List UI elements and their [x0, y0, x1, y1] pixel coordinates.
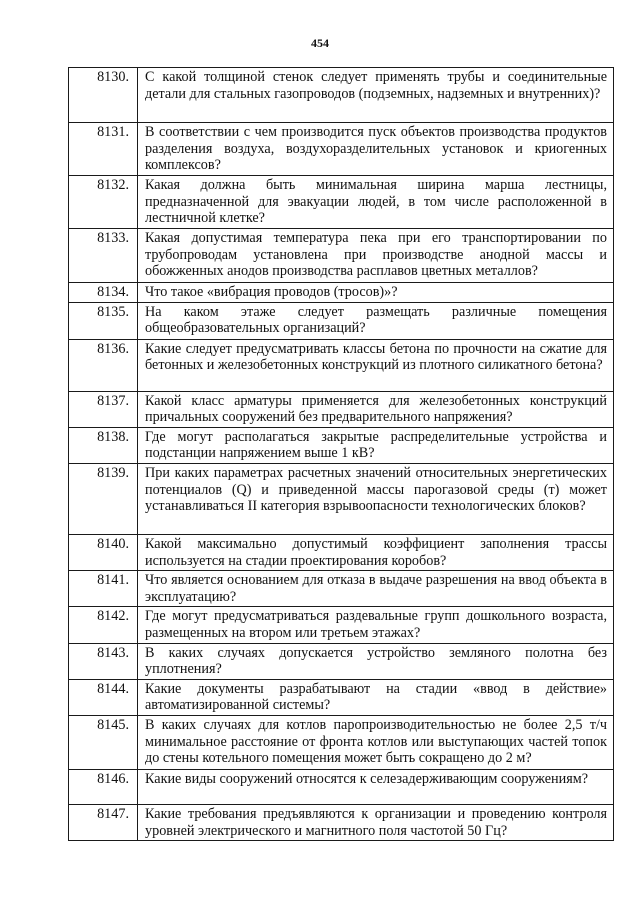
table-row — [69, 283, 614, 303]
page-number: 454 — [311, 36, 329, 50]
questions-table — [68, 67, 614, 841]
question-number: 8144. — [69, 679, 138, 715]
question-number: 8139. — [69, 463, 138, 534]
question-text: Какие требования предъявляются к организации и проведению контроля уровней электрического и магнитного поля частотой 50 Гц? — [138, 804, 614, 840]
question-number: 8137. — [69, 391, 138, 427]
question-number: 8134. — [69, 283, 138, 303]
question-text: В соответствии с чем производится пуск объектов производства продуктов разделения воздуха, воздухоразделительных установок и криогенных комплексов? — [138, 123, 614, 176]
question-number: 8145. — [69, 715, 138, 769]
table-row — [69, 679, 614, 715]
question-number: 8136. — [69, 339, 138, 391]
question-number: 8130. — [69, 68, 138, 123]
table-row — [69, 302, 614, 339]
question-number: 8147. — [69, 804, 138, 840]
question-text: Какие документы разрабатывают на стадии «ввод в действие» автоматизированной системы? — [138, 679, 614, 715]
question-text: С какой толщиной стенок следует применять трубы и соединительные детали для стальных газопроводов (подземных, надземных и внутренних)? — [138, 68, 614, 123]
table-row — [69, 643, 614, 679]
question-number: 8131. — [69, 123, 138, 176]
question-number: 8133. — [69, 229, 138, 283]
table-row — [69, 715, 614, 769]
table-row — [69, 804, 614, 840]
table-row — [69, 427, 614, 463]
table-row — [69, 391, 614, 427]
table-row — [69, 769, 614, 804]
table-row — [69, 571, 614, 607]
question-text: В каких случаях для котлов паропроизводительностью не более 2,5 т/ч минимальное расстояние от фронта котлов или выступающих частей топок до стены котельного помещения может быть сокращено до 2 м? — [138, 715, 614, 769]
question-number: 8132. — [69, 176, 138, 229]
question-number: 8138. — [69, 427, 138, 463]
question-text: Какие виды сооружений относятся к селезадерживающим сооружениям? — [138, 769, 614, 804]
question-text: При каких параметрах расчетных значений относительных энергетических потенциалов (Q) и приведенной массы парогазовой среды (т) может устанавливаться II категория взрывоопасности технологических блоков? — [138, 463, 614, 534]
table-row — [69, 229, 614, 283]
question-text: Где могут предусматриваться раздевальные групп дошкольного возраста, размещенных на втором или третьем этажах? — [138, 607, 614, 643]
table-row — [69, 68, 614, 123]
question-text: Что является основанием для отказа в выдаче разрешения на ввод объекта в эксплуатацию? — [138, 571, 614, 607]
question-text: Какая должна быть минимальная ширина марша лестницы, предназначенной для эвакуации людей, в том числе расположенной в лестничной клетке? — [138, 176, 614, 229]
table-row — [69, 123, 614, 176]
table-row — [69, 339, 614, 391]
question-text: Какой класс арматуры применяется для железобетонных конструкций причальных сооружений без предварительного напряжения? — [138, 391, 614, 427]
question-text: Какие следует предусматривать классы бетона по прочности на сжатие для бетонных и железобетонных конструкций из плотного силикатного бетона? — [138, 339, 614, 391]
question-number: 8143. — [69, 643, 138, 679]
question-text: Какая допустимая температура пека при его транспортировании по трубопроводам установлена при производстве анодной массы и обожженных анодов производства расплавов цветных металлов? — [138, 229, 614, 283]
question-text: В каких случаях допускается устройство земляного полотна без уплотнения? — [138, 643, 614, 679]
question-number: 8142. — [69, 607, 138, 643]
table-row — [69, 607, 614, 643]
question-number: 8146. — [69, 769, 138, 804]
question-text: Какой максимально допустимый коэффициент заполнения трассы используется на стадии проектирования коробов? — [138, 534, 614, 570]
question-number: 8141. — [69, 571, 138, 607]
table-row — [69, 176, 614, 229]
table-row — [69, 463, 614, 534]
question-text: Где могут располагаться закрытые распределительные устройства и подстанции напряжением выше 1 кВ? — [138, 427, 614, 463]
table-row — [69, 534, 614, 570]
question-text: Что такое «вибрация проводов (тросов)»? — [138, 283, 614, 303]
question-number: 8135. — [69, 302, 138, 339]
question-number: 8140. — [69, 534, 138, 570]
question-text: На каком этаже следует размещать различные помещения общеобразовательных организаций? — [138, 302, 614, 339]
